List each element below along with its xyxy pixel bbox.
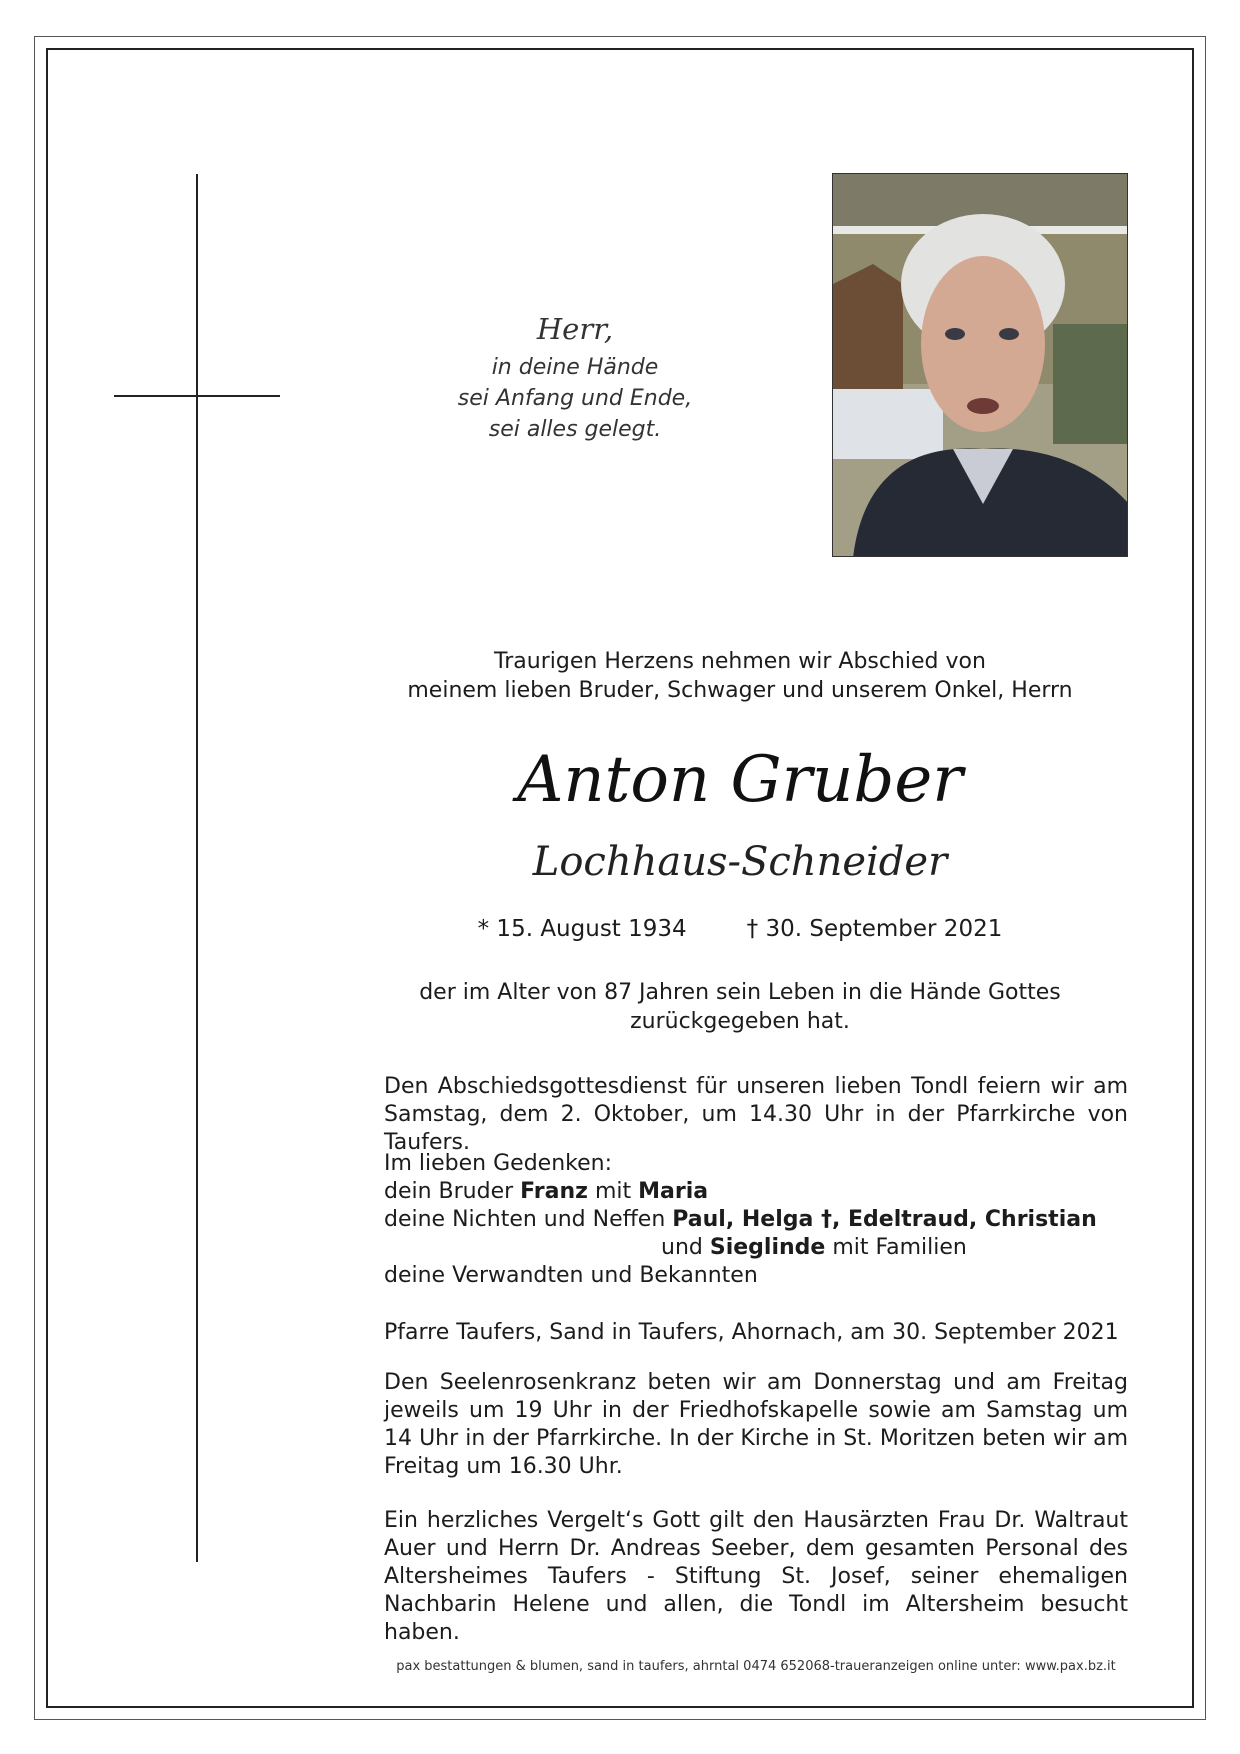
cross-vertical-bar <box>196 174 198 1562</box>
mourner-text: deine Nichten und Neffen <box>384 1207 673 1232</box>
intro-text <box>380 647 1100 705</box>
mourner-text: dein Bruder <box>384 1179 521 1204</box>
mourners-list <box>384 1150 1128 1290</box>
mourner-text: und <box>661 1235 710 1260</box>
birth-date: * 15. August 1934 <box>477 916 687 942</box>
mourners-heading: Im lieben Gedenken: <box>384 1151 612 1176</box>
rosary-paragraph: Den Seelenrosenkranz beten wir am Donnerstag und am Freitag jeweils um 19 Uhr in der Friedhofskapelle sowie am Samstag um 14 Uhr in der Pfarrkirche. In der Kirche in St. Moritzen beten wir am Freitag um 16.30 Uhr. <box>384 1370 1128 1479</box>
mourners-line: deine Verwandten und Bekannten <box>384 1263 758 1288</box>
age-text <box>380 978 1100 1036</box>
footer: pax bestattungen & blumen, sand in taufers, ahrntal 0474 652068-traueranzeigen online unter: www.pax.bz.it <box>396 1659 1116 1674</box>
age-line: der im Alter von 87 Jahren sein Leben in die Hände Gottes <box>419 980 1061 1005</box>
place-date: Pfarre Taufers, Sand in Taufers, Ahornach, am 30. September 2021 <box>384 1320 1119 1345</box>
verse-line: in deine Hände <box>491 355 659 380</box>
verse <box>400 308 750 445</box>
death-date: † 30. September 2021 <box>746 916 1003 942</box>
intro-line: meinem lieben Bruder, Schwager und unserem Onkel, Herrn <box>407 678 1073 703</box>
mourners-line <box>384 1206 1128 1234</box>
life-dates <box>380 914 1100 944</box>
verse-line: sei Anfang und Ende, <box>457 386 693 411</box>
mourner-name: Paul, Helga †, Edeltraud, Christian <box>672 1207 1097 1232</box>
verse-first-line: Herr, <box>536 312 614 346</box>
portrait-photo <box>832 173 1128 557</box>
verse-line: sei alles gelegt. <box>488 417 662 442</box>
mourner-text: mit Familien <box>825 1235 967 1260</box>
mourner-name: Maria <box>638 1179 709 1204</box>
mourners-line <box>384 1178 1128 1206</box>
age-line: zurückgegeben hat. <box>630 1009 850 1034</box>
mourner-name: Franz <box>520 1179 588 1204</box>
cross-horizontal-bar <box>114 395 280 397</box>
mourner-name: Sieglinde <box>709 1235 826 1260</box>
deceased-nickname: Lochhaus-Schneider <box>532 839 948 885</box>
intro-line: Traurigen Herzens nehmen wir Abschied von <box>494 649 986 674</box>
mourner-text: mit <box>587 1179 639 1204</box>
deceased-name: Anton Gruber <box>517 743 963 817</box>
service-paragraph: Den Abschiedsgottesdienst für unseren lieben Tondl feiern wir am Samstag, dem 2. Oktober, um 14.30 Uhr in der Pfarrkirche von Taufers. <box>384 1074 1128 1155</box>
thanks-paragraph: Ein herzliches Vergelt‘s Gott gilt den Hausärzten Frau Dr. Waltraut Auer und Herrn Dr. Andreas Seeber, dem gesamten Personal des Altersheimes Taufers - Stiftung St. Josef, seiner ehemaligen Nachbarin Helene und allen, die Tondl im Altersheim besucht haben. <box>384 1508 1128 1645</box>
mourners-line <box>384 1234 1128 1262</box>
